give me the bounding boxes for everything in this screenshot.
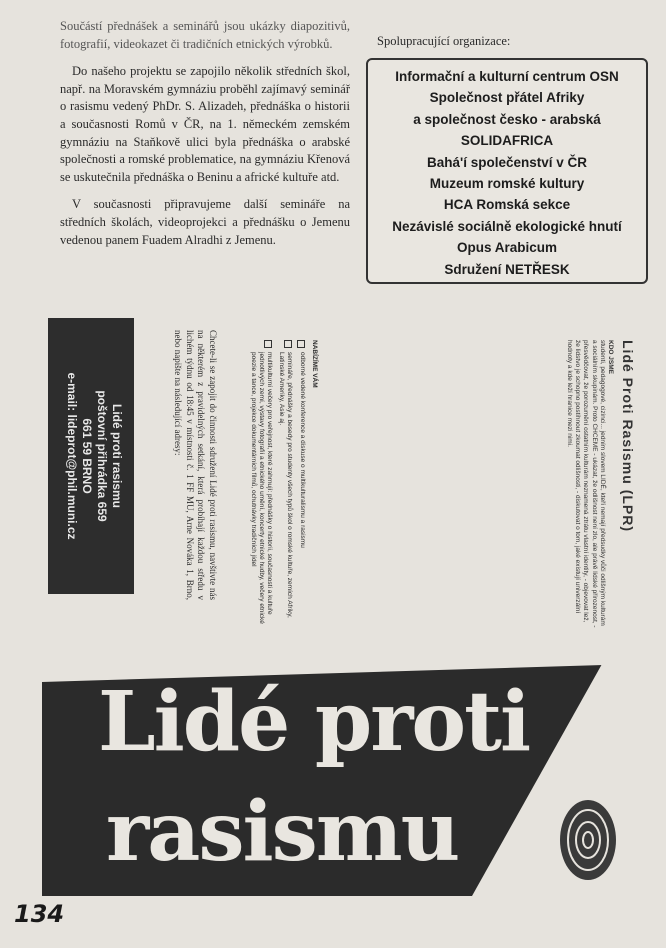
join-text: Chcete-li se zapojit do činnosti sdružení Lidé proti rasismu, navštivte nás na některém z pravidelných setkání, která probíhají každou středu v lichém týdnu od 18:45 v místnosti č. 1 FF MU, Arne Nováka 1, Brno, nebo napište na následující adresy:	[173, 330, 218, 600]
offer-item-text: semináře, přednášky a besedy pro studenty všech typů škol o romské kultuře, zemích Afriky, Latinské Ameriky, Asie aj.	[278, 352, 293, 618]
partner-org: Muzeum romské kultury	[429, 176, 585, 192]
fingerprint-icon	[560, 800, 616, 880]
offer-column	[222, 340, 318, 630]
contact-name: Lidé proti rasismu	[110, 403, 124, 509]
banner-line2: rasismu	[106, 784, 459, 880]
join-us-column	[140, 330, 218, 600]
paragraph-schools: Do našeho projektu se zapojilo několik středních škol, např. na Moravském gymnáziu proběhl zajímavý seminář o rasismu vedený PhDr. S. Alizadeh, přednáška o historii a současnosti Romů v ČR, na 1. německém zemském gymnáziu na Staňkově ulici byla přednáška o arabské společnosti a romské problematice, na gymnáziu Křenová se uskutečnila přednáška o Beninu a africké kultuře atd.	[60, 64, 350, 184]
checkbox-icon	[264, 340, 272, 348]
partner-org: Bahá'í společenství v ČR	[426, 154, 588, 170]
offer-item	[277, 340, 293, 630]
contact-box: poštovní přihrádka 659	[95, 390, 109, 522]
offer-heading: NABÍZÍME VÁM	[311, 340, 318, 388]
partners-box	[366, 58, 648, 284]
contact-city: 661 59 BRNO	[80, 418, 94, 494]
offer-item	[249, 340, 273, 630]
partner-org: SOLIDAFRICA	[460, 133, 554, 149]
who-heading: KDO JSME	[607, 340, 614, 374]
partner-org: Společnost přátel Afriky	[429, 90, 585, 106]
partner-org: HCA Romská sekce	[443, 197, 571, 213]
lpr-leaflet	[318, 330, 638, 640]
contact-email[interactable]: e-mail: lideprot@phil.muni.cz	[65, 372, 79, 540]
partner-org: Sdružení NETŘESK	[444, 261, 570, 277]
partner-org: Opus Arabicum	[456, 240, 558, 256]
checkbox-icon	[284, 340, 292, 348]
left-text-column	[60, 18, 350, 259]
banner-logo	[42, 664, 638, 896]
offer-item	[297, 340, 306, 630]
checkbox-icon	[297, 340, 305, 348]
partners-heading: Spolupracující organizace:	[377, 34, 511, 48]
partner-org: Nezávislé sociálně ekologické hnutí	[392, 218, 622, 234]
offer-item-text: multikulturní večery pro veřejnost, které zahrnují: přednášky o historii, současnosti a kultuře jednotlivých zemí, výstavy fotografií a etnického umění, koncerty etnické hudby, večery etnické poezie a tance, projekce dokumentárních filmů, ochutnávky tradičních jídel	[250, 352, 273, 624]
banner-line1: Lidé proti	[98, 674, 530, 770]
paragraph-plans: V současnosti připravujeme další semináře na středních školách, videoprojekci a přednášku o Jemenu vedenou panem Fuadem Alradhi z Jemenu.	[60, 197, 350, 247]
page-number: 134	[14, 900, 65, 928]
leaflet-title: Lidé Proti Rasismu (LPR)	[620, 340, 636, 533]
partner-org: a společnost česko - arabská	[413, 111, 601, 127]
who-text: studenti, pedagogové, cizinci... jedním slovem LIDÉ, kteří nemají předsudky vůči odlišným kulturám a sociálním skupinám. Proto CHCEME - ukázat, že odlišnost není zlo, ale právě lidské přirozenost, - přesvědčovat, že porozumění ostatním kulturám neznamená ztrátu vlastní identity, - objevovat lež, že lidstvo je schopno postihnout zkoumat odlišnosti, - diskutovat o tom, jaké existují univerzální hodnoty a kde leží hranice mezi nimi.	[565, 340, 606, 628]
contact-panel	[48, 318, 134, 594]
who-we-are-block	[565, 340, 614, 630]
partner-org: Informační a kulturní centrum OSN	[395, 69, 619, 84]
paragraph-intro: Součástí přednášek a seminářů jsou ukázky diapozitivů, fotografií, videokazet či tradičních etnických výrobků.	[60, 19, 350, 51]
offer-item-text: odborné vedené konference a diskuse o multikulturalismu a rasismu	[299, 352, 306, 548]
